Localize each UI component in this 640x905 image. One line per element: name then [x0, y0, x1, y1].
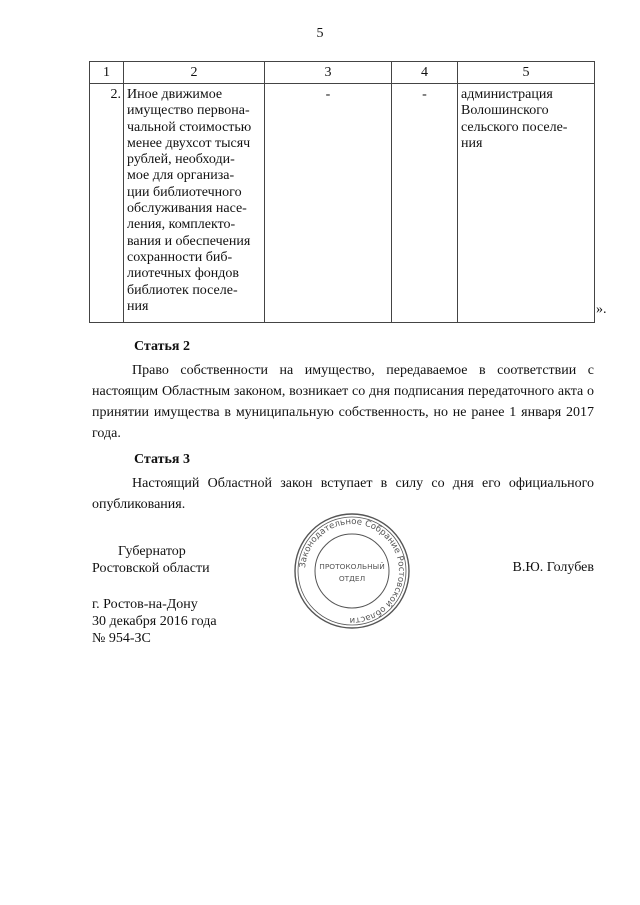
- property-table: [89, 61, 595, 323]
- page-number: 5: [316, 26, 324, 41]
- cell-col4: -: [392, 84, 458, 323]
- row-number: 2.: [90, 84, 124, 323]
- table-header-cell: 1: [90, 62, 124, 84]
- seal-center-line-1: ПРОТОКОЛЬНЫЙ: [319, 562, 385, 571]
- date: 30 декабря 2016 года: [92, 614, 217, 629]
- article-3-text: Настоящий Областной закон вступает в силу со дня его официального опубликования.: [92, 476, 594, 512]
- table-row: [90, 84, 595, 323]
- table-header-cell: 3: [265, 62, 392, 84]
- closing-quote: ».: [596, 302, 607, 317]
- seal-ring-text: Законодательное Собрание Ростовской области: [298, 516, 407, 626]
- law-number: № 954-ЗС: [92, 631, 151, 646]
- table-header-row: [90, 62, 595, 84]
- article-2-heading: Статья 2: [134, 339, 190, 354]
- signatory-title: [92, 543, 210, 577]
- table-header-cell: 2: [124, 62, 265, 84]
- table-header-cell: 5: [458, 62, 595, 84]
- property-description: Иное движимое имущество первона- чальной стоимостью менее двухсот тысяч рублей, необходи- мое для организа- ции библиотечного обслуживания насе- ления, комплекто- вания и обеспечения сохранности биб- лиотечных фондов библиотек поселе- ния: [124, 84, 265, 323]
- title-line-2: Ростовской области: [92, 561, 210, 576]
- article-3-heading: Статья 3: [134, 452, 190, 467]
- city: г. Ростов-на-Дону: [92, 597, 198, 612]
- title-line-1: Губернатор: [118, 544, 186, 559]
- recipient: администрация Волошинского сельского поселе- ния: [458, 84, 595, 323]
- place-date-block: [92, 596, 217, 647]
- table-header-cell: 4: [392, 62, 458, 84]
- cell-col3: -: [265, 84, 392, 323]
- signatory-name: В.Ю. Голубев: [512, 560, 594, 575]
- article-2-text: Право собственности на имущество, передаваемое в соответствии с настоящим Областным законом, возникает со дня подписания передаточного акта о принятии имущества в муниципальную собственность, но не ранее 1 января 2017 года.: [92, 363, 594, 441]
- official-seal-icon: [293, 512, 411, 630]
- seal-center-line-2: ОТДЕЛ: [338, 574, 366, 583]
